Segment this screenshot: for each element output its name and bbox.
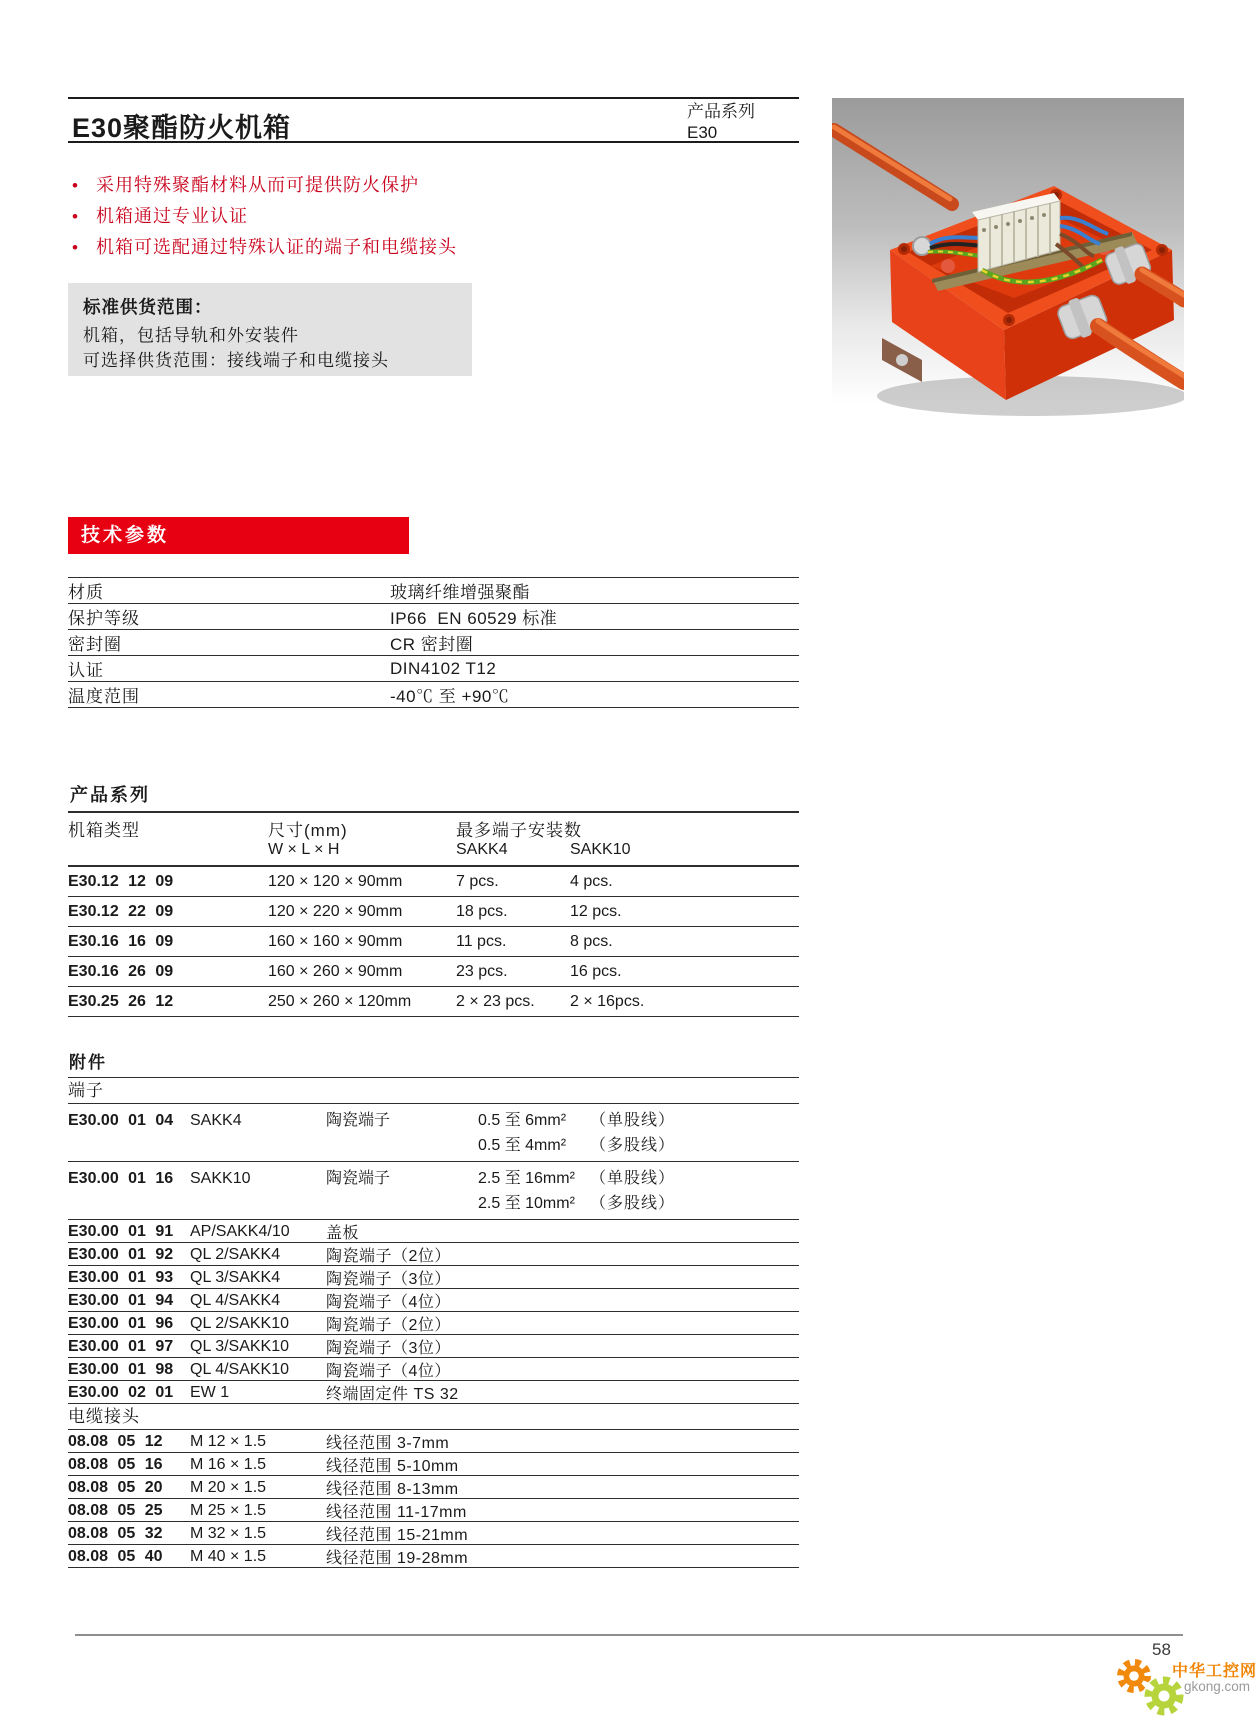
sakk10-count: 12 pcs.	[570, 902, 622, 920]
sakk4-count: 23 pcs.	[456, 962, 508, 980]
item-desc: 线径范围 3-7mm	[326, 1435, 450, 1452]
item-name: AP/SAKK4/10	[190, 1222, 290, 1240]
spec-value: DIN4102 T12	[390, 658, 497, 678]
item-desc: 陶瓷端子	[326, 1112, 391, 1129]
table-header	[68, 813, 799, 867]
tech-params-table	[68, 577, 799, 708]
item-name: QL 3/SAKK10	[190, 1337, 290, 1355]
table-row	[68, 1162, 799, 1220]
supply-line: 可选择供货范围：接线端子和电缆接头	[83, 351, 389, 370]
item-code: E30.00 01 96	[68, 1314, 174, 1332]
sakk4-count: 11 pcs.	[456, 932, 507, 950]
item-name: QL 2/SAKK10	[190, 1314, 290, 1332]
bullet-icon: •	[72, 238, 79, 257]
item-code: E30.00 01 04	[68, 1112, 174, 1129]
gear-icon	[1121, 1663, 1147, 1689]
box-size: 250 × 260 × 120mm	[268, 992, 412, 1010]
box-type: E30.25 26 12	[68, 992, 174, 1010]
table-row	[68, 987, 799, 1017]
item-code: 08.08 05 16	[68, 1455, 163, 1473]
table-row	[68, 867, 799, 897]
item-code: E30.00 01 92	[68, 1245, 174, 1263]
note-line: （多股线）	[590, 1137, 676, 1154]
item-name: QL 4/SAKK10	[190, 1360, 290, 1378]
item-desc: 陶瓷端子（4位）	[326, 1363, 451, 1380]
spec-label: 温度范围	[68, 687, 140, 706]
table-row	[68, 1381, 799, 1404]
subsection-label: 端子	[68, 1078, 799, 1104]
item-code: E30.00 01 97	[68, 1337, 174, 1355]
item-desc: 线径范围 8-13mm	[326, 1481, 459, 1498]
box-size: 160 × 160 × 90mm	[268, 932, 403, 950]
table-row	[68, 577, 799, 603]
feature-text: 采用特殊聚酯材料从而可提供防火保护	[96, 175, 419, 195]
item-name: EW 1	[190, 1383, 230, 1401]
page-title: E30聚酯防火机箱	[72, 113, 292, 143]
table-row	[68, 1522, 799, 1545]
note-line: （单股线）	[590, 1170, 676, 1187]
spec-line: 0.5 至 6mm²	[478, 1112, 567, 1129]
watermark-domain: gkong.com	[1184, 1679, 1251, 1694]
table-row	[68, 629, 799, 655]
table-row	[68, 897, 799, 927]
series-value: E30	[687, 123, 718, 142]
junction-box-illustration	[832, 98, 1184, 420]
page-number: 58	[1152, 1640, 1171, 1659]
supply-scope-box	[68, 283, 472, 376]
sakk10-count: 2 × 16pcs.	[570, 992, 645, 1010]
feature-text: 机箱可选配通过特殊认证的端子和电缆接头	[96, 237, 457, 257]
item-note	[590, 1166, 799, 1216]
table-row	[68, 1335, 799, 1358]
section-heading: 产品系列	[70, 785, 150, 805]
bullet-icon: •	[72, 207, 79, 226]
feature-list	[72, 170, 722, 263]
item-code: 08.08 05 32	[68, 1524, 163, 1542]
item-name: M 32 × 1.5	[190, 1524, 267, 1542]
sakk10-count: 16 pcs.	[570, 962, 622, 980]
item-desc: 陶瓷端子（4位）	[326, 1294, 451, 1311]
item-name: SAKK4	[190, 1112, 242, 1129]
note-line: （单股线）	[590, 1112, 676, 1129]
series-tag	[687, 99, 799, 141]
item-desc: 线径范围 15-21mm	[326, 1527, 469, 1544]
item-desc: 盖板	[326, 1225, 360, 1242]
table-row	[68, 1499, 799, 1522]
item-code: 08.08 05 25	[68, 1501, 163, 1519]
item-desc: 线径范围 19-28mm	[326, 1550, 469, 1567]
item-name: M 16 × 1.5	[190, 1455, 267, 1473]
gkong-watermark	[1112, 1652, 1259, 1718]
product-series-table	[68, 811, 799, 1017]
item-desc: 终端固定件 TS 32	[326, 1386, 459, 1403]
table-row	[68, 1453, 799, 1476]
table-row	[68, 681, 799, 708]
spec-line: 2.5 至 10mm²	[478, 1195, 575, 1212]
item-code: 08.08 05 40	[68, 1547, 163, 1565]
spec-label: 认证	[68, 661, 104, 680]
item-desc: 陶瓷端子（3位）	[326, 1340, 451, 1357]
bullet-icon: •	[72, 176, 79, 195]
column-header: 机箱类型	[68, 821, 140, 840]
item-name: QL 3/SAKK4	[190, 1268, 281, 1286]
page-header	[68, 97, 799, 143]
item-name: M 20 × 1.5	[190, 1478, 267, 1496]
item-code: 08.08 05 12	[68, 1432, 163, 1450]
table-row	[68, 1312, 799, 1335]
table-row	[68, 1289, 799, 1312]
column-header: 尺寸(mm)	[268, 821, 348, 840]
table-row	[68, 1104, 799, 1162]
item-code: E30.00 01 98	[68, 1360, 174, 1378]
table-row	[68, 1476, 799, 1499]
tech-params-banner: 技术参数	[68, 517, 409, 554]
item-name: QL 2/SAKK4	[190, 1245, 281, 1263]
column-subheader: W × L × H	[268, 841, 340, 858]
series-label: 产品系列	[687, 102, 755, 121]
supply-title: 标准供货范围：	[83, 297, 213, 317]
item-spec	[478, 1108, 590, 1158]
item-desc: 陶瓷端子（3位）	[326, 1271, 451, 1288]
box-type: E30.16 16 09	[68, 932, 174, 950]
item-desc: 陶瓷端子（2位）	[326, 1248, 451, 1265]
column-header: 最多端子安装数	[456, 821, 582, 840]
note-line: （多股线）	[590, 1195, 676, 1212]
sakk4-count: 18 pcs.	[456, 902, 508, 920]
item-desc: 线径范围 5-10mm	[326, 1458, 459, 1475]
spec-line: 0.5 至 4mm²	[478, 1137, 567, 1154]
column-subheader: SAKK4	[456, 841, 508, 858]
column-subheader: SAKK10	[570, 841, 631, 858]
product-series-section	[68, 781, 799, 1017]
supply-line: 机箱，包括导轨和外安装件	[83, 326, 299, 345]
sakk4-count: 7 pcs.	[456, 872, 499, 890]
sakk4-count: 2 × 23 pcs.	[456, 992, 535, 1010]
item-note	[590, 1108, 799, 1158]
feature-item	[72, 232, 722, 263]
item-name: SAKK10	[190, 1170, 251, 1187]
spec-label: 材质	[68, 583, 104, 602]
box-size: 120 × 120 × 90mm	[268, 872, 403, 890]
table-row	[68, 1220, 799, 1243]
product-photo	[832, 98, 1184, 420]
item-name: M 40 × 1.5	[190, 1547, 267, 1565]
item-code: E30.00 01 94	[68, 1291, 174, 1309]
item-code: 08.08 05 20	[68, 1478, 163, 1496]
box-size: 120 × 220 × 90mm	[268, 902, 403, 920]
table-row	[68, 957, 799, 987]
box-type: E30.12 22 09	[68, 902, 174, 920]
box-type: E30.12 12 09	[68, 872, 174, 890]
sakk10-count: 8 pcs.	[570, 932, 613, 950]
item-code: E30.00 01 91	[68, 1222, 174, 1240]
sakk10-count: 4 pcs.	[570, 872, 613, 890]
table-row	[68, 1266, 799, 1289]
table-row	[68, 1545, 799, 1568]
feature-text: 机箱通过专业认证	[96, 206, 248, 226]
gear-icon	[1143, 1675, 1185, 1717]
section-heading: 附件	[68, 1048, 799, 1078]
item-code: E30.00 02 01	[68, 1383, 174, 1401]
item-code: E30.00 01 93	[68, 1268, 174, 1286]
table-row	[68, 1358, 799, 1381]
item-desc: 陶瓷端子	[326, 1170, 391, 1187]
item-spec	[478, 1166, 590, 1216]
table-row	[68, 1243, 799, 1266]
item-name: M 12 × 1.5	[190, 1432, 267, 1450]
feature-item	[72, 201, 722, 232]
spec-line: 2.5 至 16mm²	[478, 1170, 575, 1187]
table-row	[68, 655, 799, 681]
spec-label: 密封圈	[68, 635, 122, 654]
accessories-section	[68, 1048, 799, 1568]
footer-divider	[75, 1634, 1183, 1636]
table-row	[68, 603, 799, 629]
spec-value: 玻璃纤维增强聚酯	[390, 583, 530, 602]
item-name: QL 4/SAKK4	[190, 1291, 281, 1309]
feature-item	[72, 170, 722, 201]
spec-value: -40℃ 至 +90℃	[390, 687, 510, 706]
spec-label: 保护等级	[68, 609, 140, 628]
box-size: 160 × 260 × 90mm	[268, 962, 403, 980]
item-code: E30.00 01 16	[68, 1170, 174, 1187]
item-desc: 陶瓷端子（2位）	[326, 1317, 451, 1334]
spec-value: CR 密封圈	[390, 635, 474, 654]
watermark-site-name: 中华工控网	[1172, 1663, 1258, 1680]
subsection-label: 电缆接头	[68, 1404, 799, 1430]
spec-value: IP66 EN 60529 标准	[390, 609, 558, 628]
item-desc: 线径范围 11-17mm	[326, 1504, 467, 1521]
item-name: M 25 × 1.5	[190, 1501, 267, 1519]
table-row	[68, 927, 799, 957]
box-type: E30.16 26 09	[68, 962, 174, 980]
table-row	[68, 1430, 799, 1453]
